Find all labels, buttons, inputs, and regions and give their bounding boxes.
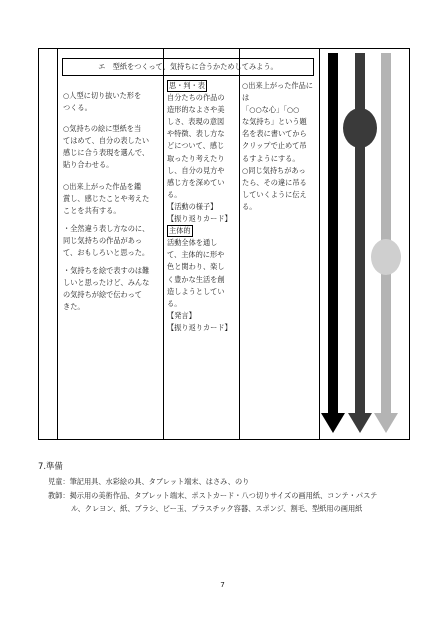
evaluation-line: る。 (167, 298, 182, 308)
evaluation-tag: 思・判・表 (169, 81, 205, 90)
evaluation-line: 色と関わり、楽し (167, 262, 225, 272)
student-activity-column (63, 90, 159, 314)
dark-circle-marker (343, 108, 377, 148)
section-title: 7.準備 (38, 461, 63, 471)
evaluation-line: どについて、感じ (167, 141, 225, 151)
support-line: ○同じ気持ちがあっ (242, 165, 306, 175)
support-column (242, 80, 316, 213)
student-comment-line: の気持ちが絵で伝わって (63, 290, 142, 300)
light-circle-marker (371, 239, 401, 275)
evaluation-line: 取ったり考えたり (167, 153, 225, 163)
children-items: 児童：筆記用具、水彩絵の具、タブレット端末、はさみ、のり (48, 477, 250, 486)
black-arrow (321, 53, 345, 433)
activity-heading: エ 型紙をつくって、気持ちに合うかためしてみよう。 (62, 58, 314, 76)
student-comment-line: きた。 (63, 302, 85, 312)
progress-arrows (319, 49, 409, 439)
support-line: クリップで止めて吊 (242, 141, 307, 151)
evaluation-column (167, 80, 237, 334)
evaluation-line: 活動全体を通し (167, 238, 218, 248)
evaluation-line: 自分たちの作品の (167, 93, 225, 103)
support-line: な気持ち」という題 (242, 117, 307, 127)
evaluation-line: しさ、表現の意図 (167, 117, 225, 127)
evaluation-method: 【振り返りカード】 (167, 322, 232, 332)
support-line: たら、その違に吊る (242, 177, 307, 187)
activity-line: ことを共有する。 (63, 205, 121, 215)
evaluation-method: 【発言】 (167, 310, 196, 320)
evaluation-line: る。 (167, 189, 182, 199)
evaluation-line: 感じ方を深めてい (167, 177, 225, 187)
preparation-list (48, 475, 408, 516)
evaluation-method: 【振り返りカード】 (167, 214, 232, 224)
light-arrow (371, 53, 401, 433)
support-line: るすようにする。 (242, 153, 300, 163)
activity-line: つくる。 (63, 103, 92, 113)
student-comment-line: ・気持ちを絵で表すのは難 (63, 266, 150, 276)
evaluation-line: 造しようとしてい (167, 286, 225, 296)
evaluation-method: 【活動の様子】 (167, 201, 218, 211)
column-divider (57, 49, 58, 439)
support-line: ○出来上がった作品には (242, 81, 313, 103)
activity-line: てはめて、自分の表したい (63, 136, 150, 146)
student-comment-line: しいと思ったけど、みんな (63, 278, 150, 288)
evaluation-tag: 主体的 (169, 226, 191, 236)
student-comment-line: 同じ気持ちの作品があっ (63, 235, 142, 245)
activity-line: 感じに合う表現を選んで、 (63, 148, 150, 158)
column-divider (239, 49, 240, 439)
activity-line: 貼り合わせる。 (63, 160, 114, 170)
evaluation-line: て、主体的に形や (167, 250, 225, 260)
support-line: していくように伝え (242, 189, 307, 199)
column-divider (163, 49, 164, 439)
activity-line: ○人型に切り抜いた形を (63, 91, 142, 100)
activity-line: ○気持ちの絵に型紙を当 (63, 124, 142, 134)
evaluation-line: く豊かな生活を創 (167, 274, 225, 284)
support-line: 「○○な心」「○○ (242, 105, 300, 115)
evaluation-line: や特徴、表し方な (167, 129, 225, 139)
activity-line: 賞し、感じたことや考えた (63, 193, 150, 203)
evaluation-line: 造形的なよさや美 (167, 105, 225, 115)
teacher-items-continued: ル、クレヨン、紙、ブラシ、ビー玉、プラスチック容器、スポンジ、割毛、型紙用の画用紙 (71, 504, 363, 513)
teacher-items: 教師：掲示用の美術作品、タブレット端末、ポストカード・八つ切りサイズの画用紙、コンテ・パステ (48, 490, 378, 500)
evaluation-line: し、自分の見方や (167, 165, 225, 175)
support-line: 名を表に書いてから (242, 129, 307, 139)
dark-arrow (343, 53, 377, 433)
support-line: る。 (242, 201, 257, 211)
activity-line: ○出来上がった作品を鑑 (63, 181, 142, 191)
student-comment-line: て、おもしろいと思った。 (63, 248, 150, 258)
page-number: 7 (220, 580, 225, 589)
student-comment-line: ・全然違う表し方なのに、 (63, 223, 150, 233)
